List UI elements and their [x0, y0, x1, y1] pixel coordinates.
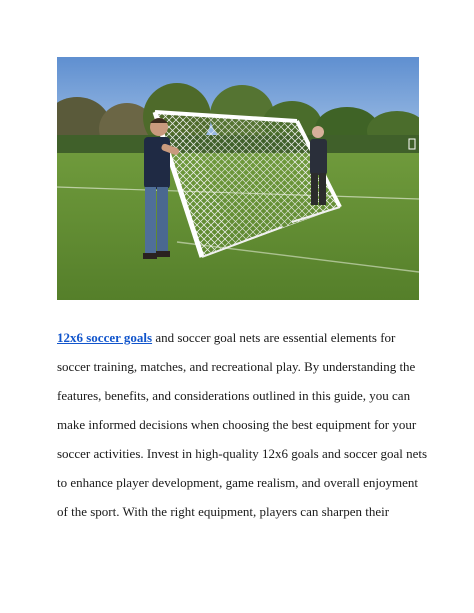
text-line-6: to enhance player development, game realism, and overall enjoyment — [57, 475, 418, 490]
soccer-goal-photo — [57, 57, 419, 300]
text-line-7: of the sport. With the right equipment, players can sharpen their — [57, 504, 390, 519]
text-line-4: make informed decisions when choosing the best equipment for your — [57, 417, 417, 432]
soccer-goals-link[interactable]: 12x6 soccer goals — [57, 330, 153, 345]
text-line-5: soccer activities. Invest in high-quality 12x6 goals and soccer goal nets — [57, 446, 428, 461]
text-line-1 — [57, 323, 419, 352]
text-line-1-rest: and soccer goal nets are essential elements for — [152, 330, 396, 345]
text-line-2: soccer training, matches, and recreational play. By understanding the — [57, 359, 416, 374]
body-paragraph — [57, 323, 428, 526]
text-line-3: features, benefits, and considerations outlined in this guide, you can — [57, 388, 411, 403]
